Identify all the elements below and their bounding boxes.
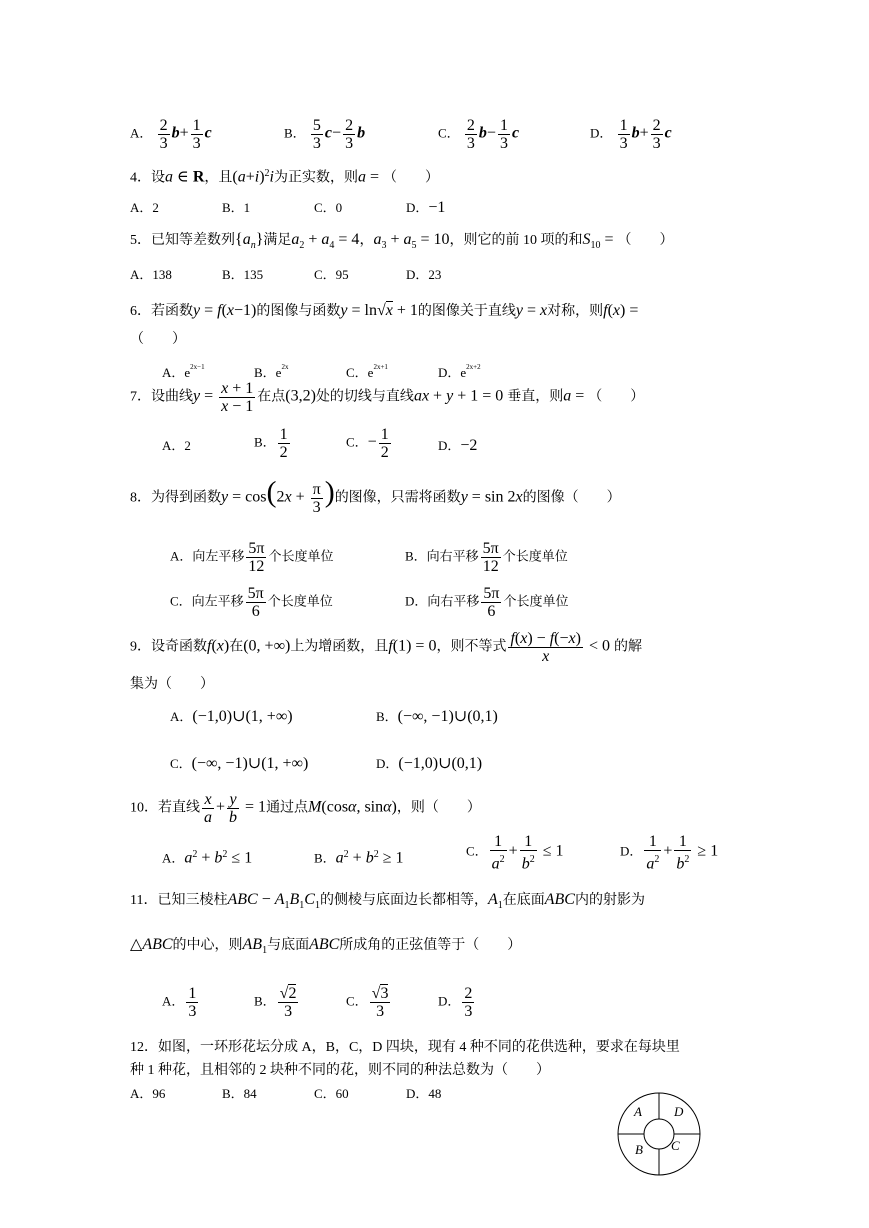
q7-option-b: B． $\frac{1}{2}$ (254, 426, 288, 461)
q4-option-a: A．2 (130, 200, 159, 215)
question-6: 6．若函数y = f(x−1)的图像与函数y = ln√x + 1的图像关于直线y = x对称，则f(x) = (130, 302, 639, 319)
region-label-c: C (671, 1138, 680, 1153)
q4-option-b: B．1 (222, 200, 251, 215)
ring-flowerbed-figure (614, 1090, 704, 1180)
q9-option-a: A．(−1,0)∪(1, +∞) (170, 708, 293, 725)
q5-option-d: D．23 (406, 267, 442, 282)
option-label: B． (284, 125, 306, 141)
q4-option-d: D．−1 (406, 199, 446, 216)
q6-option-c: C．$e^{2x+1}$ (346, 363, 388, 380)
q9-option-d: D．(−1,0)∪(0,1) (376, 755, 483, 772)
q10-option-a: A．$a^2 + b^2 \le 1$ (162, 849, 253, 867)
q11-option-b: B． $\frac{√2}{3}$ (254, 985, 297, 1020)
question-12: 12．如图，一环形花坛分成 A，B，C，D 四块，现有 4 种不同的花供选种，要求在每块里 (130, 1040, 680, 1055)
q11-option-d: D． $\frac{2}{3}$ (438, 985, 473, 1020)
q5-option-a: A．138 (130, 267, 172, 282)
q12-option-b: B．84 (222, 1086, 257, 1101)
q10-option-c: C． $\frac{1}{a^2}$ + $\frac{1}{b^2}$ ≤ 1 (466, 833, 564, 873)
region-label-b: B (635, 1142, 643, 1157)
question-7: 7．设曲线y = $\frac{x + 1}{x - 1}$ 在点(3,2)处的切线与直线ax + y + 1 = 0 垂直，则a = （ ） (130, 380, 645, 415)
question-10: 10．若直线 $\frac{x}{a}$ + $\frac{y}{b}$ = 1通过点M(cosα, sinα)，则（ ） (130, 791, 481, 826)
q11-option-c: C． $\frac{√3}{3}$ (346, 985, 389, 1020)
question-11: 11．已知三棱柱ABC − $A_1B_1C_1$的侧棱与底面边长都相等，$A_1$在底面ABC内的射影为 (130, 891, 645, 911)
question-9-cont: 集为（ ） (130, 677, 214, 692)
q10-option-d: D． $\frac{1}{a^2}$ + $\frac{1}{b^2}$ ≥ 1 (620, 833, 719, 873)
q12-option-c: C．60 (314, 1086, 349, 1101)
q3-option-c: C． $\frac{2}{3}$ b− $\frac{1}{3}$ c (438, 117, 520, 152)
option-label: A． (130, 125, 153, 141)
q12-option-d: D．48 (406, 1086, 442, 1101)
q11-option-a: A． $\frac{1}{3}$ (162, 985, 197, 1020)
question-8: 8．为得到函数y = cos(2x + $\frac{\pi}{3}$ )的图像，只需将函数y = sin 2x的图像（ ） (130, 475, 621, 516)
q6-option-a: A．$e^{2x-1}$ (162, 363, 205, 380)
question-6-cont: （ ） (130, 332, 186, 347)
question-11-line2: △ABC的中心，则$AB_1$与底面ABC所成角的正弦值等于（ ） (130, 936, 522, 956)
question-12-line2: 种 1 种花，且相邻的 2 块种不同的花，则不同的种法总数为（ ） (130, 1063, 550, 1078)
q6-option-b: B．$e^{2x}$ (254, 363, 289, 380)
question-4: 4．设a ∈ R，且$(a+i)^2i$为正实数，则a = （ ） (130, 168, 440, 186)
q8-option-a: A．向左平移 $\frac{5\pi}{12}$ 个长度单位 (170, 540, 334, 575)
q5-option-c: C．95 (314, 267, 349, 282)
q8-option-b: B．向右平移 $\frac{5\pi}{12}$ 个长度单位 (405, 540, 568, 575)
q10-option-b: B．$a^2 + b^2 \ge 1$ (314, 849, 404, 867)
q7-option-c: C．− $\frac{1}{2}$ (346, 426, 389, 461)
question-5: 5．已知等差数列$\{a_n\}$满足$a_2 + a_4 = 4$，$a_3 + a_5 = 10$，则它的前 10 项的和$S_{10}$ = （ ） (130, 231, 674, 251)
q3-option-d: D． $\frac{1}{3}$ b+ $\frac{2}{3}$ c (590, 117, 672, 152)
q9-option-b: B．(−∞, −1)∪(0,1) (376, 708, 498, 725)
q3-option-b: B． $\frac{5}{3}$ c− $\frac{2}{3}$ b (284, 117, 366, 152)
q9-option-c: C．(−∞, −1)∪(1, +∞) (170, 755, 309, 772)
q8-option-d: D．向右平移 $\frac{5\pi}{6}$ 个长度单位 (405, 585, 569, 620)
region-label-d: D (674, 1104, 684, 1119)
q3-option-a: A． $\frac{2}{3}$ b+ $\frac{1}{3}$ c (130, 117, 212, 152)
option-label: C． (438, 125, 460, 141)
q8-option-c: C．向左平移 $\frac{5\pi}{6}$ 个长度单位 (170, 585, 333, 620)
q12-option-a: A．96 (130, 1086, 166, 1101)
q6-option-d: D．$e^{2x+2}$ (438, 363, 481, 380)
q4-option-c: C．0 (314, 200, 343, 215)
q7-option-d: D．−2 (438, 437, 478, 454)
question-9: 9．设奇函数f(x)在(0, +∞)上为增函数，且f(1) = 0，则不等式 $\frac{f(x) - f(-x)}{x}$ < 0 的解 (130, 630, 642, 665)
q7-option-a: A．2 (162, 438, 191, 453)
region-label-a: A (634, 1104, 642, 1119)
q5-option-b: B．135 (222, 267, 264, 282)
option-label: D． (590, 125, 613, 141)
inner-ring (644, 1119, 674, 1149)
